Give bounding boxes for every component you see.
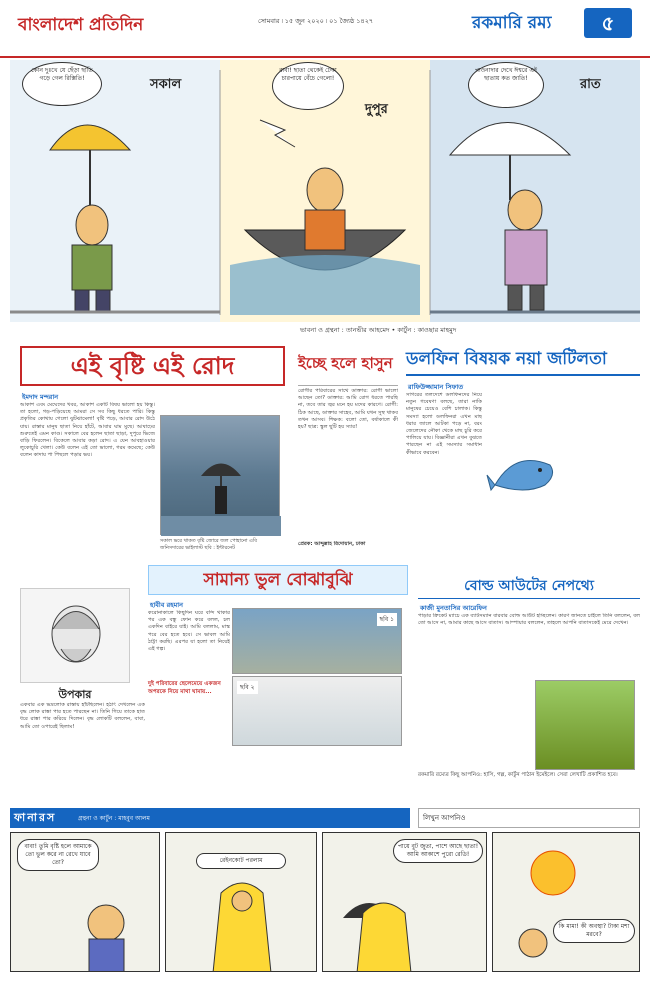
dolphin-body: সাগরের তলদেশে ডলফিনদের নিয়ে নতুন গবেষণা বলছে, তারা নাকি মানুষের চেয়েও বেশি চালাক। কিন্তু সমস্যা হলো ডলফিনরা এখন মাছ ধরার জালে আটকা পড়ে না, বরং জেলেদের নৌকা থেকে মাছ চুরি করে পালিয়ে যায়। বিজ্ঞানীরা এখন বুঝতে পারছেন না এই সমস্যার সমাধান কীভাবে করবেন।	[406, 392, 482, 456]
misunderstanding-body: করোনাকালে কিছুদিন ঘরে বন্দি থাকার পর এক বন্ধু ফোন করে বলল, চল একদিন বাইরে যাই। আমি বললাম, মাস্ক পরে বের হতে হবে। সে ভাবল আমি ঠাট্টা করছি। এরপর যা হলো তা নিয়েই এই গল্প।	[148, 610, 230, 653]
label-night: রাত	[580, 77, 601, 92]
dolphin-body-col2	[566, 392, 640, 567]
comic-bubble-4: কি মামা! কী অবস্থা? টাকা মশা মরবে?	[553, 919, 635, 943]
speech-bubble-noon: বাবা! ছাতা থেকেই টেকা চারপায়ে বেঁচে গেলো!	[272, 62, 344, 110]
article1-body-continued	[160, 555, 280, 560]
dolphin-illustration	[485, 440, 565, 510]
masthead: বাংলাদেশ প্রতিদিন	[18, 15, 144, 35]
comic-bubble-1: বাবা! তুমি বৃষ্টি হলে আমাকে তো ভুল করে না রেখে যাবে তো?	[17, 839, 99, 871]
article-headline-rain-sun: এই বৃষ্টি এই রোদ	[20, 346, 285, 386]
photo-tag-1: ছবি ১	[377, 613, 398, 626]
speech-bubble-night: পাওনাদার দেখে ঈশ্বরে এই ছাতায় কত জাতি!	[468, 62, 544, 108]
misunderstanding-photo-2	[232, 676, 402, 746]
comic-panel-4	[492, 832, 640, 972]
joke-column-title: ইচ্ছে হলে হাসুন	[298, 354, 393, 372]
article1-author: ইমদাদ মন্দরান	[22, 393, 59, 401]
fanars-credit: গ্রন্থনা ও কার্টুন : মাহবুব আলম	[78, 815, 150, 822]
page-number: ৫	[584, 8, 632, 38]
rain-photo-caption: সকাল ভরে থাকত বৃষ্টি জোরে জল পোহানো এবি জনিসদারের ভাইলাস্ট ছবি : ইন্টারনেট	[160, 538, 258, 551]
weather-cartoon	[10, 60, 640, 322]
label-morning: সকাল	[150, 77, 182, 92]
article1-body: আকাশ এবং মেঘেদের খবর, আকাশ একটি বিষয় ভালো হয় কিন্তু। তা হলো, গড়-পড়িয়েছে আমরা সে সব কিছু ধরতে পারি। কিন্তু প্রকৃতির কোথায় গেলো ঝুটঝামেলা! বৃষ্টি পড়ে, আবার রোদ উঠে যায়। রাস্তার মানুষ ছাতা নিয়ে হাঁটে, আবার ঘাম মুছে। আষাঢ়ের শুরুতেই এমন কাণ্ড। সকালে বের হলেন ছাতা ছাড়া, দুপুরে ভিজে বাড়ি ফিরলেন। বিকেলে আবার কড়া রোদ। এ যেন আবহাওয়ার লুকোচুরি খেলা। কেউ বলেন এই তো ভালো, গরম কমেছে; কেউ বলেন কাদায় পা পিছলে পড়ার ভয়।	[20, 402, 155, 459]
comic-panel-2	[165, 832, 317, 972]
misunderstanding-photo-1	[232, 608, 402, 674]
write-yourself: লিখুন আপনিও	[418, 808, 640, 828]
fanars-bar	[10, 808, 410, 828]
comic-panel-3	[322, 832, 487, 972]
bold-out-body-continued	[418, 680, 530, 770]
dolphin-icon	[485, 440, 565, 510]
submission-note: রকমারি রম্যের কিছু আপনিও: হাসি, গল্প, কার্টুন পাঠান ইমেইলে। সেরা লেখাটি প্রকাশিত হবে।	[418, 772, 618, 778]
bold-out-author: কাজী মুনতাসির আরেফিন	[420, 604, 487, 612]
speech-bubble-morning: কোন দুঃখে যে ছেঁড়া ছাতি গড়ে গেল রিক্সিতি!	[22, 62, 102, 106]
label-noon: দুপুর	[365, 102, 388, 117]
cricket-photo	[535, 680, 635, 770]
comic-panel-1	[10, 832, 160, 972]
sun-icon	[493, 833, 640, 972]
upokar-body: একবার এক ভদ্রলোক রাস্তায় হাঁটছিলেন। হঠাৎ দেখলেন এক বৃদ্ধ লোক রাস্তা পার হতে পারছেন না। তিনি গিয়ে তাকে হাত ধরে রাস্তা পার করিয়ে দিলেন। বৃদ্ধ লোকটি বললেন, বাবা, আমি তো ওপারেই ছিলাম!	[20, 702, 145, 730]
bold-out-headline: বোল্ড আউটের নেপথ্যে	[418, 573, 640, 599]
bold-out-body: পাড়ার ক্রিকেট ম্যাচে এক ব্যাটসম্যান বারবার বোল্ড আউট হচ্ছিলেন। কারণ জানতে চাইলে তিনি বললেন, বল তো আসে না, আমার কাছে আসে বাতাস। আম্পায়ার বললেন, তাহলে আপনি বাতাসকেই মেরে দেখেন।	[418, 613, 640, 627]
page-header	[0, 0, 650, 58]
misunderstanding-headline: সামান্য ভুল বোঝাবুঝি	[148, 565, 408, 595]
fanars-title: ফানারস	[14, 811, 57, 824]
misunderstanding-quote: দুই পরিবারের ছেলেমেয়ে একজন অপরকে নিয়ে মাথা ঘামায়...	[148, 681, 221, 695]
comic-bubble-3: পায়ে বুট জুতা, পাশে আছে ছাতা! আমি আকাশে পুরো রেডি!	[393, 839, 483, 863]
dolphin-author: রাফিউজ্জামান সিফাত	[408, 383, 464, 391]
upokar-illustration	[20, 588, 130, 683]
issue-date: সোমবার ৷ ১৫ জুন ২০২০ ৷ ০১ জ্যৈষ্ঠ ১৪২৭	[258, 17, 374, 25]
joke-column	[298, 385, 398, 563]
joke-text: রোগীর পরিবারের সাথে ডাক্তার: রোগী ভালো আছেন তো? ডাক্তার: আমি রোগ ধরতে পারছি না, তবে তার জ্বর মনে হয় মদের কারণে। রোগী: ঠিক আছে, ডাক্তার সাহেব, আমি যখন সুস্থ থাকব তখন আসব। শিক্ষক: বলো তো, বর্ষাকালে কী হয়? ছাত্র: স্কুল ছুটি হয় স্যার!	[298, 388, 398, 431]
dolphin-headline: ডলফিন বিষয়ক নয়া জটিলতা	[406, 346, 640, 376]
section-title: রকমারি রম্য	[472, 13, 552, 33]
rain-photo	[160, 415, 280, 535]
upokar-title: উপকার	[58, 688, 92, 701]
comic-bubble-2: রেইনকোট পরলাম	[196, 853, 286, 869]
cartoon-credit: ভাবনা ও গ্রন্থনা : তানভীর আহমেদ • কার্টুন : কাওছার মাহমুদ	[300, 326, 457, 334]
misunderstanding-author: হাবীব রহমান	[150, 601, 184, 609]
old-man-icon	[21, 589, 131, 684]
photo-tag-2: ছবি ২	[237, 681, 258, 694]
joke-contributor: প্রেরক: আব্দুল্লাহ রিদোয়ান, ঢাকা	[298, 541, 366, 547]
umbrella-icon	[161, 416, 281, 536]
